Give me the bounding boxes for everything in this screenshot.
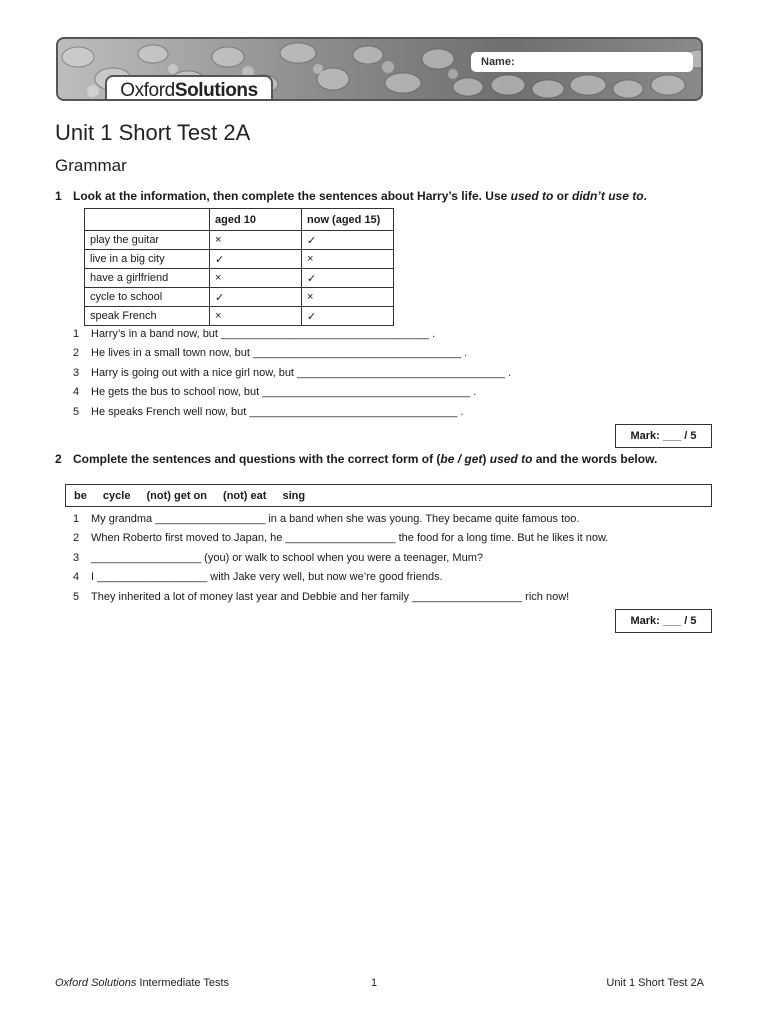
now-cell: ✓	[302, 231, 394, 250]
logo-text-bold: Solutions	[174, 80, 258, 101]
item-text: He gets the bus to school now, but __________________________________ .	[91, 386, 477, 399]
question-1-mark-box: Mark: ___ / 5	[615, 424, 712, 448]
item-number: 2	[73, 532, 80, 545]
activity-cell: have a girlfriend	[85, 269, 210, 288]
item-text: Harry’s in a band now, but __________________________________ .	[91, 328, 436, 340]
footer-left	[55, 977, 229, 989]
item-text: They inherited a lot of money last year and Debbie and her family __________________ rich now!	[91, 590, 570, 603]
footer-series: Intermediate Tests	[136, 977, 230, 989]
footer-brand: Oxford Solutions	[55, 977, 137, 989]
aged-10-cell: ×	[210, 269, 302, 288]
harry-info-table	[84, 208, 394, 326]
aged-10-cell: ✓	[210, 288, 302, 307]
word-item: sing	[282, 490, 306, 502]
aged-10-cell: ×	[210, 307, 302, 326]
footer-right: Unit 1 Short Test 2A	[606, 977, 704, 989]
header-banner	[56, 37, 703, 101]
name-label: Name:	[481, 56, 515, 68]
section-title: Grammar	[55, 156, 127, 175]
page-title: Unit 1 Short Test 2A	[55, 120, 251, 145]
activity-cell: live in a big city	[85, 250, 210, 269]
table-row	[85, 288, 394, 307]
table-header-row	[85, 209, 394, 231]
item-text: Harry is going out with a nice girl now, but __________________________________ .	[91, 366, 512, 379]
item-number: 2	[73, 347, 80, 360]
item-text: He speaks French well now, but __________________________________ .	[91, 405, 464, 418]
logo-text-regular: Oxford	[120, 80, 175, 101]
activity-cell: speak French	[85, 307, 210, 326]
word-item: cycle	[102, 490, 131, 502]
name-field[interactable]	[471, 52, 693, 72]
item-text: My grandma __________________ in a band when she was young. They became quite famous too.	[91, 513, 580, 525]
now-cell: ✓	[302, 307, 394, 326]
item-text: He lives in a small town now, but __________________________________ .	[91, 347, 468, 360]
table-row	[85, 307, 394, 326]
question-number: 2	[55, 452, 62, 466]
item-number: 4	[73, 571, 80, 584]
now-cell: ✓	[302, 269, 394, 288]
activity-cell: play the guitar	[85, 231, 210, 250]
item-number: 3	[73, 366, 80, 379]
aged-10-cell: ×	[210, 231, 302, 250]
item-text: When Roberto first moved to Japan, he __________________ the food for a long time. But he likes it now.	[91, 532, 609, 545]
item-number: 1	[73, 328, 80, 340]
now-cell: ×	[302, 288, 394, 307]
table-header-cell: aged 10	[210, 209, 302, 231]
item-number: 1	[73, 513, 80, 525]
table-header-cell: now (aged 15)	[302, 209, 394, 231]
question-2-mark-box: Mark: ___ / 5	[615, 609, 712, 633]
item-number: 3	[73, 551, 80, 564]
aged-10-cell: ✓	[210, 250, 302, 269]
table-row	[85, 269, 394, 288]
oxford-solutions-logo	[105, 75, 273, 101]
item-number: 5	[73, 590, 80, 603]
word-item: (not) get on	[146, 490, 207, 502]
word-item: (not) eat	[223, 490, 267, 502]
question-number: 1	[55, 189, 62, 203]
word-box	[65, 484, 712, 507]
item-text: __________________ (you) or walk to school when you were a teenager, Mum?	[91, 551, 483, 564]
item-number: 5	[73, 405, 80, 418]
table-header-cell	[85, 209, 210, 231]
table-row	[85, 231, 394, 250]
activity-cell: cycle to school	[85, 288, 210, 307]
page-number: 1	[371, 977, 378, 989]
item-number: 4	[73, 386, 80, 399]
instruction-text: Complete the sentences and questions with the correct form of (be / get) used to and the words below.	[73, 452, 658, 466]
instruction-text: Look at the information, then complete the sentences about Harry’s life. Use used to or didn’t use to.	[73, 189, 647, 203]
now-cell: ×	[302, 250, 394, 269]
table-row	[85, 250, 394, 269]
word-item: be	[74, 490, 87, 502]
item-text: I __________________ with Jake very well, but now we’re good friends.	[91, 571, 443, 584]
